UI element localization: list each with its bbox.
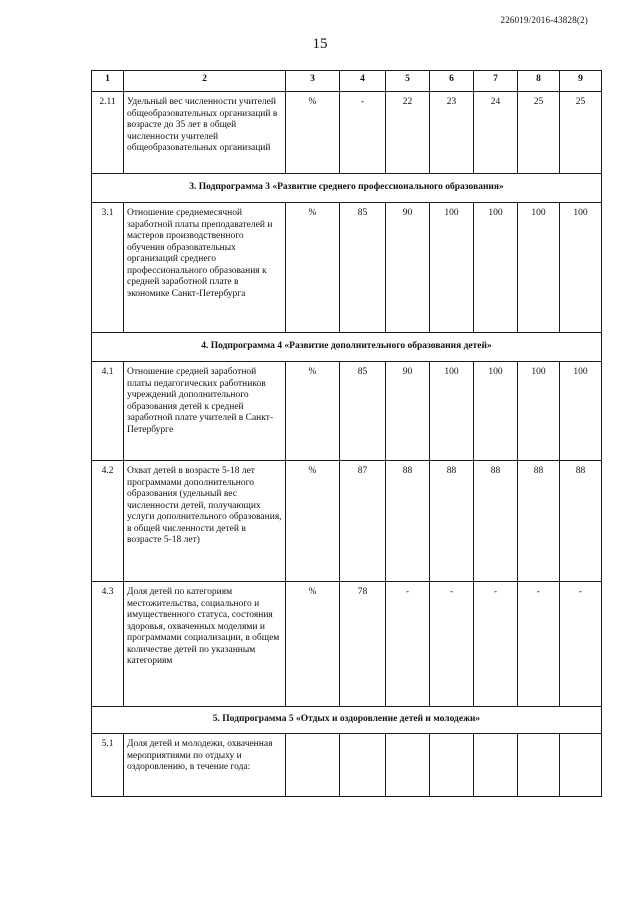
value-cell: 25 (518, 92, 560, 174)
value-cell: 100 (474, 362, 518, 461)
value-cell: - (430, 582, 474, 707)
section-row (92, 174, 602, 203)
indicators-table (91, 70, 602, 797)
value-cell (340, 734, 386, 797)
value-cell: 78 (340, 582, 386, 707)
indicator-description: Отношение средней заработной платы педагогических работников учреждений дополнительного образования детей к средней заработной плате учителей в Санкт-Петербурге (124, 362, 286, 461)
row-number: 2.11 (92, 92, 124, 174)
table-row (92, 734, 602, 797)
header-cell: 3 (286, 71, 340, 92)
value-cell (430, 734, 474, 797)
header-cell: 7 (474, 71, 518, 92)
header-cell: 6 (430, 71, 474, 92)
unit-cell: % (286, 461, 340, 582)
page-number: 15 (312, 36, 328, 52)
value-cell: 100 (518, 203, 560, 333)
value-cell: 88 (560, 461, 602, 582)
row-number: 4.1 (92, 362, 124, 461)
value-cell: - (560, 582, 602, 707)
section-row (92, 707, 602, 734)
value-cell: - (340, 92, 386, 174)
table-row (92, 461, 602, 582)
value-cell: 90 (386, 203, 430, 333)
table-row (92, 92, 602, 174)
value-cell: 25 (560, 92, 602, 174)
value-cell: 100 (430, 203, 474, 333)
header-cell: 8 (518, 71, 560, 92)
indicator-description: Доля детей и молодежи, охваченная мероприятиями по отдыху и оздоровлению, в течение года: (124, 734, 286, 797)
indicator-description: Отношение среднемесячной заработной платы преподавателей и мастеров производственного обучения образовательных организаций среднего профессионального образования к средней заработной плате в экономике Санкт-Петербурга (124, 203, 286, 333)
indicator-description: Охват детей в возрасте 5-18 лет программами дополнительного образования (удельный вес численности детей, получающих услуги дополнительного образования, в общей численности детей в возрасте 5-18 лет) (124, 461, 286, 582)
value-cell: 100 (518, 362, 560, 461)
value-cell: - (474, 582, 518, 707)
value-cell: 85 (340, 362, 386, 461)
table-row (92, 362, 602, 461)
header-cell: 5 (386, 71, 430, 92)
row-number: 3.1 (92, 203, 124, 333)
table-row (92, 203, 602, 333)
value-cell: 100 (560, 203, 602, 333)
value-cell: 22 (386, 92, 430, 174)
value-cell: 100 (560, 362, 602, 461)
row-number: 4.3 (92, 582, 124, 707)
row-number: 4.2 (92, 461, 124, 582)
document-id: 226019/2016-43828(2) (500, 15, 588, 25)
value-cell: 23 (430, 92, 474, 174)
value-cell (560, 734, 602, 797)
value-cell: 85 (340, 203, 386, 333)
value-cell: 88 (430, 461, 474, 582)
section-title: 3. Подпрограмма 3 «Развитие среднего профессионального образования» (92, 174, 602, 203)
value-cell: 100 (474, 203, 518, 333)
unit-cell: % (286, 92, 340, 174)
value-cell: - (386, 582, 430, 707)
section-row (92, 333, 602, 362)
value-cell: 87 (340, 461, 386, 582)
table-header-row (92, 71, 602, 92)
unit-cell: % (286, 582, 340, 707)
value-cell: 90 (386, 362, 430, 461)
indicator-description: Удельный вес численности учителей общеобразовательных организаций в возрасте до 35 лет в общей численности учителей общеобразовательных организаций (124, 92, 286, 174)
header-cell: 4 (340, 71, 386, 92)
value-cell: 24 (474, 92, 518, 174)
indicator-description: Доля детей по категориям местожительства, социального и имущественного статуса, состояния здоровья, охваченных моделями и программами социализации, в общем количестве детей по указанным категориям (124, 582, 286, 707)
value-cell: - (518, 582, 560, 707)
value-cell (474, 734, 518, 797)
value-cell: 88 (386, 461, 430, 582)
value-cell: 88 (474, 461, 518, 582)
value-cell: 88 (518, 461, 560, 582)
section-title: 5. Подпрограмма 5 «Отдых и оздоровление детей и молодежи» (92, 707, 602, 734)
header-cell: 9 (560, 71, 602, 92)
value-cell: 100 (430, 362, 474, 461)
unit-cell: % (286, 362, 340, 461)
section-title: 4. Подпрограмма 4 «Развитие дополнительного образования детей» (92, 333, 602, 362)
header-cell: 1 (92, 71, 124, 92)
unit-cell (286, 734, 340, 797)
value-cell (518, 734, 560, 797)
unit-cell: % (286, 203, 340, 333)
value-cell (386, 734, 430, 797)
row-number: 5.1 (92, 734, 124, 797)
table-row (92, 582, 602, 707)
header-cell: 2 (124, 71, 286, 92)
